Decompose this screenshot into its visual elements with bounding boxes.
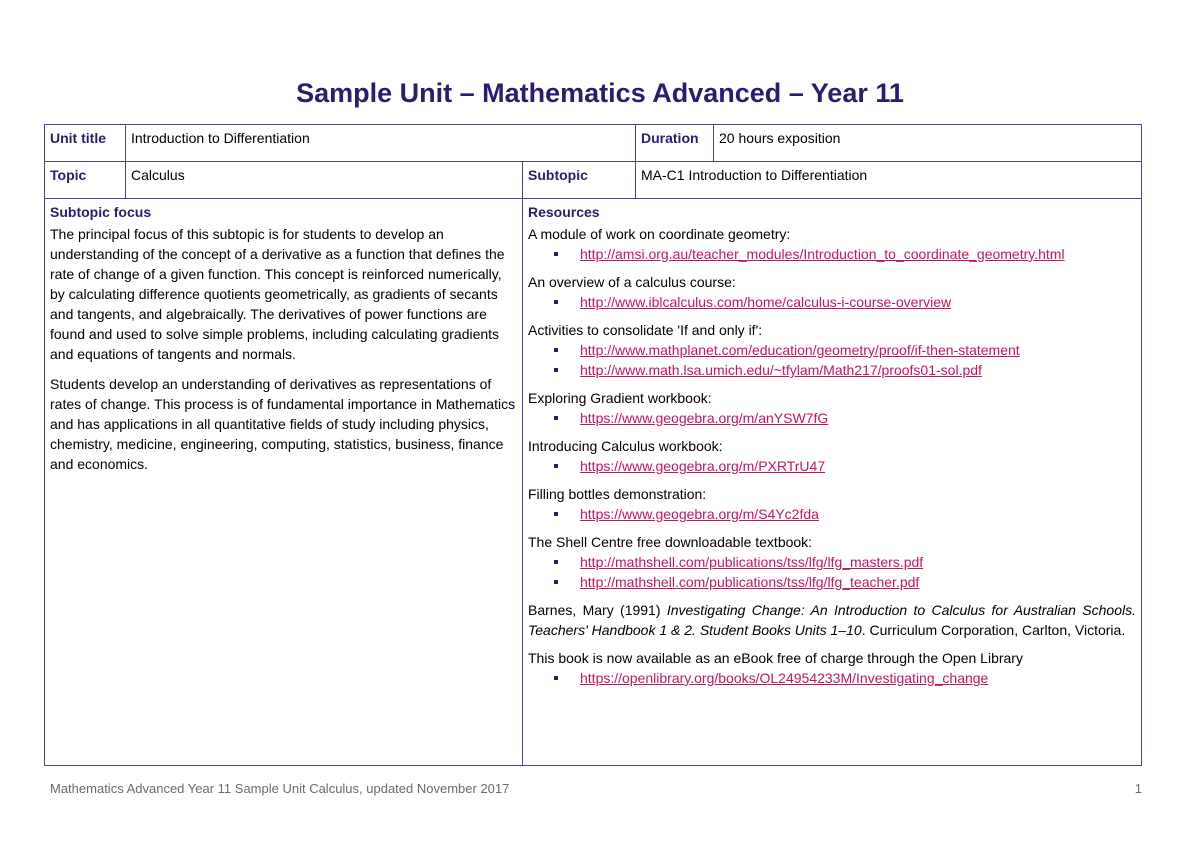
topic-row [45, 162, 1142, 199]
list-item [554, 572, 1136, 592]
resource-intro: Activities to consolidate 'If and only if': [528, 322, 763, 338]
page-number: 1 [1134, 781, 1142, 796]
resource-link[interactable]: http://mathshell.com/publications/tss/lfg/lfg_masters.pdf [580, 554, 924, 570]
resource-link[interactable]: https://www.geogebra.org/m/anYSW7fG [580, 410, 829, 426]
resource-groups [528, 224, 1136, 592]
duration-label: Duration [636, 125, 714, 162]
page-title: Sample Unit – Mathematics Advanced – Year 11 [296, 78, 904, 108]
resource-link-list [528, 292, 1136, 312]
resources-cell [523, 199, 1142, 766]
ebook-intro: This book is now available as an eBook free of charge through the Open Library [528, 650, 1023, 666]
resource-link-list [528, 504, 1136, 524]
resource-link-list [528, 456, 1136, 476]
resource-link-list [528, 340, 1136, 380]
list-item [554, 340, 1136, 360]
unit-table [44, 124, 1142, 766]
ebook-link-list [528, 668, 1136, 688]
resource-group [528, 532, 1136, 592]
resource-intro: An overview of a calculus course: [528, 274, 736, 290]
resource-link[interactable]: http://amsi.org.au/teacher_modules/Introduction_to_coordinate_geometry.html [580, 246, 1065, 262]
resource-link-list [528, 408, 1136, 428]
citation-author: Barnes, Mary (1991) [528, 602, 667, 618]
topic-value: Calculus [126, 162, 523, 199]
footer [50, 781, 1142, 796]
focus-paragraph: Students develop an understanding of derivatives as representations of rates of change. This process is of fundamental importance in Mathematics and has applications in all quantitative fields of study including physics, chemistry, medicine, engineering, computing, statistics, business, finance and economics. [50, 376, 516, 472]
list-item [554, 504, 1136, 524]
subtopic-focus-heading: Subtopic focus [50, 204, 152, 220]
resource-group [528, 388, 1136, 428]
duration-value: 20 hours exposition [714, 125, 1142, 162]
resource-link[interactable]: https://www.geogebra.org/m/S4Yc2fda [580, 506, 819, 522]
focus-paragraph: The principal focus of this subtopic is for students to develop an understanding of the concept of a derivative as a function that defines the rate of change of a given function. This concept is reinforced numerically, by calculating difference quotients geometrically, as gradients of secants and tangents, and algebraically. The derivatives of power functions are found and used to solve simple problems, including calculating gradients and equations of tangents and normals. [50, 226, 505, 362]
list-item [554, 244, 1136, 264]
resource-intro: Filling bottles demonstration: [528, 486, 707, 502]
list-item [554, 292, 1136, 312]
subtopic-label: Subtopic [523, 162, 636, 199]
resource-group [528, 436, 1136, 476]
resource-link[interactable]: http://mathshell.com/publications/tss/lfg/lfg_teacher.pdf [580, 574, 920, 590]
topic-label: Topic [45, 162, 126, 199]
unit-title-label: Unit title [45, 125, 126, 162]
resource-link[interactable]: https://www.geogebra.org/m/PXRTrU47 [580, 458, 826, 474]
ebook-link[interactable]: https://openlibrary.org/books/OL24954233M/Investigating_change [580, 670, 989, 686]
resource-intro: Introducing Calculus workbook: [528, 438, 723, 454]
list-item [554, 668, 1136, 688]
ebook-group [528, 648, 1136, 688]
resource-link[interactable]: http://www.math.lsa.umich.edu/~tfylam/Math217/proofs01-sol.pdf [580, 362, 982, 378]
list-item [554, 360, 1136, 380]
content-row [45, 199, 1142, 766]
citation-title: Investigating Change: An Introduction to Calculus for Australian Schools. Teachers' Handbook 1 & 2. Student Books Units 1–10 [528, 602, 1136, 638]
resource-intro: A module of work on coordinate geometry: [528, 226, 791, 242]
subtopic-focus-cell [45, 199, 523, 766]
resource-link[interactable]: http://www.iblcalculus.com/home/calculus-i-course-overview [580, 294, 952, 310]
resource-group [528, 320, 1136, 380]
resource-group [528, 272, 1136, 312]
resource-link-list [528, 552, 1136, 592]
resources-heading: Resources [528, 204, 600, 220]
resource-group [528, 484, 1136, 524]
unit-title-value: Introduction to Differentiation [126, 125, 636, 162]
resource-intro: Exploring Gradient workbook: [528, 390, 712, 406]
resource-group [528, 224, 1136, 264]
list-item [554, 456, 1136, 476]
unit-title-row [45, 125, 1142, 162]
resource-link[interactable]: http://www.mathplanet.com/education/geometry/proof/if-then-statement [580, 342, 1020, 358]
citation [528, 600, 1136, 640]
subtopic-value: MA-C1 Introduction to Differentiation [636, 162, 1142, 199]
resource-intro: The Shell Centre free downloadable textbook: [528, 534, 813, 550]
list-item [554, 552, 1136, 572]
citation-publisher: . Curriculum Corporation, Carlton, Victoria. [861, 622, 1126, 638]
list-item [554, 408, 1136, 428]
footer-text: Mathematics Advanced Year 11 Sample Unit Calculus, updated November 2017 [50, 781, 510, 796]
resource-link-list [528, 244, 1136, 264]
